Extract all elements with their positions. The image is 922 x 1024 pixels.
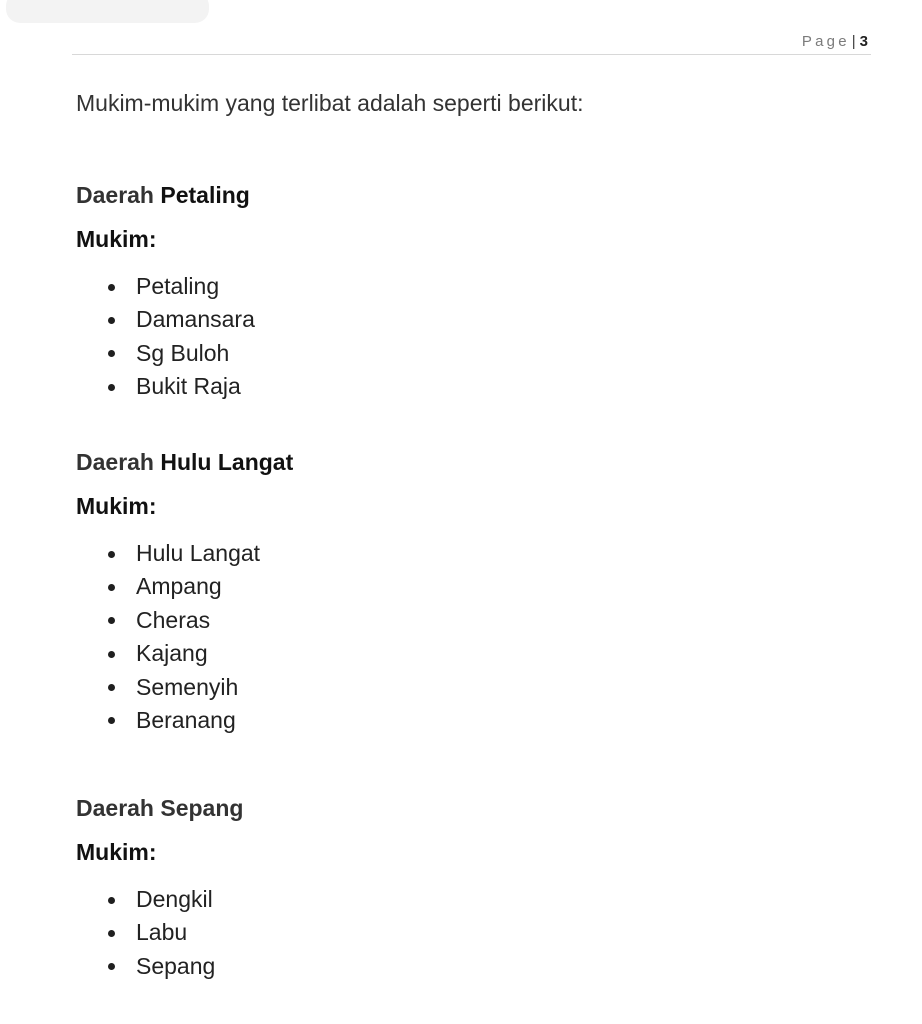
mukim-name: Semenyih	[136, 673, 239, 700]
daerah-word: Daerah	[76, 182, 154, 208]
daerah-title	[76, 180, 250, 210]
mukim-name: Damansara	[136, 306, 255, 333]
list-item	[76, 337, 255, 370]
list-item	[76, 704, 260, 737]
daerah-name: Petaling	[160, 182, 250, 208]
bullet-icon	[108, 617, 115, 624]
bullet-icon	[108, 897, 115, 904]
mukim-name: Hulu Langat	[136, 540, 261, 566]
mukim-name: Kajang	[136, 640, 208, 667]
list-item	[76, 671, 260, 704]
list-item	[76, 883, 215, 916]
mukim-list	[76, 883, 215, 983]
list-item	[76, 950, 215, 983]
mukim-list	[76, 270, 255, 404]
list-item	[76, 537, 260, 570]
page-separator: |	[851, 33, 856, 50]
bullet-icon	[108, 350, 115, 357]
bullet-icon	[108, 284, 115, 291]
daerah-title	[76, 793, 243, 823]
bullet-icon	[108, 651, 115, 658]
daerah-word: Daerah	[76, 449, 154, 475]
mukim-name: Petaling	[136, 273, 220, 299]
list-item	[76, 370, 255, 403]
daerah-section-hulu-langat	[76, 447, 294, 733]
daerah-title	[76, 447, 293, 477]
mukim-name: Sg Buloh	[136, 339, 230, 366]
mukim-name: Ampang	[136, 573, 222, 600]
bullet-icon	[108, 717, 115, 724]
list-item	[76, 270, 255, 303]
mukim-list	[76, 537, 260, 737]
bullet-icon	[108, 963, 115, 970]
list-item	[76, 637, 260, 670]
mukim-name: Labu	[136, 919, 188, 946]
intro-text: Mukim-mukim yang terlibat adalah seperti berikut:	[76, 90, 584, 116]
mukim-label: Mukim:	[76, 226, 157, 252]
daerah-word: Daerah	[76, 795, 154, 821]
mukim-name: Cheras	[136, 606, 211, 633]
page-label: Page	[801, 33, 850, 50]
daerah-name: Sepang	[160, 795, 244, 821]
mukim-label: Mukim:	[76, 493, 157, 519]
list-item	[76, 916, 215, 949]
page-number	[802, 33, 868, 50]
page-number-value: 3	[859, 33, 868, 50]
bullet-icon	[108, 684, 115, 691]
mukim-name: Dengkil	[136, 886, 213, 912]
page-header	[72, 28, 871, 55]
mukim-name: Sepang	[136, 952, 216, 979]
mukim-name: Bukit Raja	[136, 373, 241, 400]
bullet-icon	[108, 317, 115, 324]
daerah-section-petaling	[76, 180, 255, 400]
list-item	[76, 570, 260, 603]
top-tab-strip	[6, 0, 209, 23]
bullet-icon	[108, 930, 115, 937]
daerah-section-sepang	[76, 793, 244, 979]
bullet-icon	[108, 551, 115, 558]
mukim-label: Mukim:	[76, 839, 157, 865]
mukim-name: Beranang	[136, 706, 236, 733]
list-item	[76, 604, 260, 637]
list-item	[76, 303, 255, 336]
daerah-name: Hulu Langat	[160, 449, 294, 475]
bullet-icon	[108, 584, 115, 591]
bullet-icon	[108, 384, 115, 391]
